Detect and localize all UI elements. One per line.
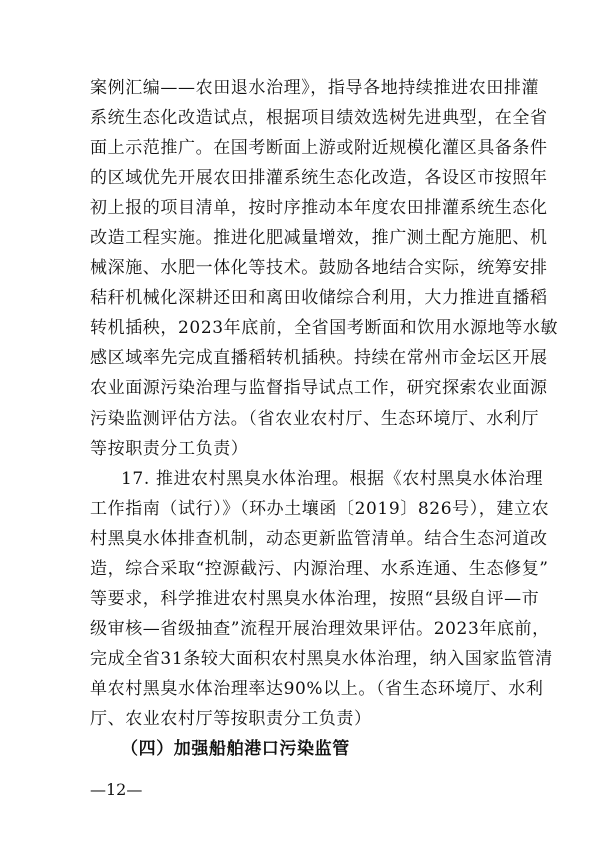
section-heading: （四）加强船舶港口污染监管 — [121, 739, 350, 759]
text-line: 污染监测评估方法。（省农业农村厅、生态环境厅、水利厅 — [90, 408, 540, 429]
text-line: 单农村黑臭水体治理率达90%以上。（省生态环境厅、水利 — [90, 678, 544, 699]
section-17-first-line: 17. 推进农村黑臭水体治理。根据《农村黑臭水体治理 — [121, 468, 544, 489]
text-line: 系统生态化改造试点，根据项目绩效选树先进典型，在全省 — [90, 108, 548, 129]
text-line: 完成全省31条较大面积农村黑臭水体治理，纳入国家监管清 — [90, 648, 553, 669]
text-line: 的区域优先开展农田排灌系统生态化改造，各设区市按照年 — [90, 168, 548, 189]
text-line: 秸秆机械化深耕还田和离田收储综合利用，大力推进直播稻 — [90, 288, 548, 309]
text-line: 造，综合采取“控源截污、内源治理、水系连通、生态修复” — [90, 558, 549, 579]
text-line: 厅、农业农村厅等按职责分工负责） — [90, 708, 372, 729]
text-line: 等要求，科学推进农村黑臭水体治理，按照“县级自评—市 — [90, 588, 540, 609]
text-line: 感区域率先完成直播稻转机插秧。持续在常州市金坛区开展 — [90, 348, 548, 369]
text-line: 农业面源污染治理与监督指导试点工作，研究探索农业面源 — [90, 378, 548, 399]
text-line: 械深施、水肥一体化等技术。鼓励各地结合实际，统筹安排 — [90, 258, 548, 279]
text-line: 村黑臭水体排查机制，动态更新监管清单。结合生态河道改 — [90, 528, 548, 549]
text-line: 级审核—省级抽查”流程开展治理效果评估。2023年底前， — [90, 618, 550, 639]
page-number: —12— — [90, 780, 143, 799]
text-line: 改造工程实施。推进化肥减量增效，推广测土配方施肥、机 — [90, 228, 548, 249]
text-line: 工作指南（试行）》（环办土壤函〔2019〕826号），建立农 — [90, 498, 550, 519]
text-line: 初上报的项目清单，按时序推动本年度农田排灌系统生态化 — [90, 198, 548, 219]
text-line: 案例汇编——农田退水治理》，指导各地持续推进农田排灌 — [90, 78, 540, 98]
text-line: 转机插秧，2023年底前，全省国考断面和饮用水源地等水敏 — [90, 318, 559, 339]
text-line: 等按职责分工负责） — [90, 438, 249, 459]
text-line: 面上示范推广。在国考断面上游或附近规模化灌区具备条件 — [90, 138, 548, 159]
